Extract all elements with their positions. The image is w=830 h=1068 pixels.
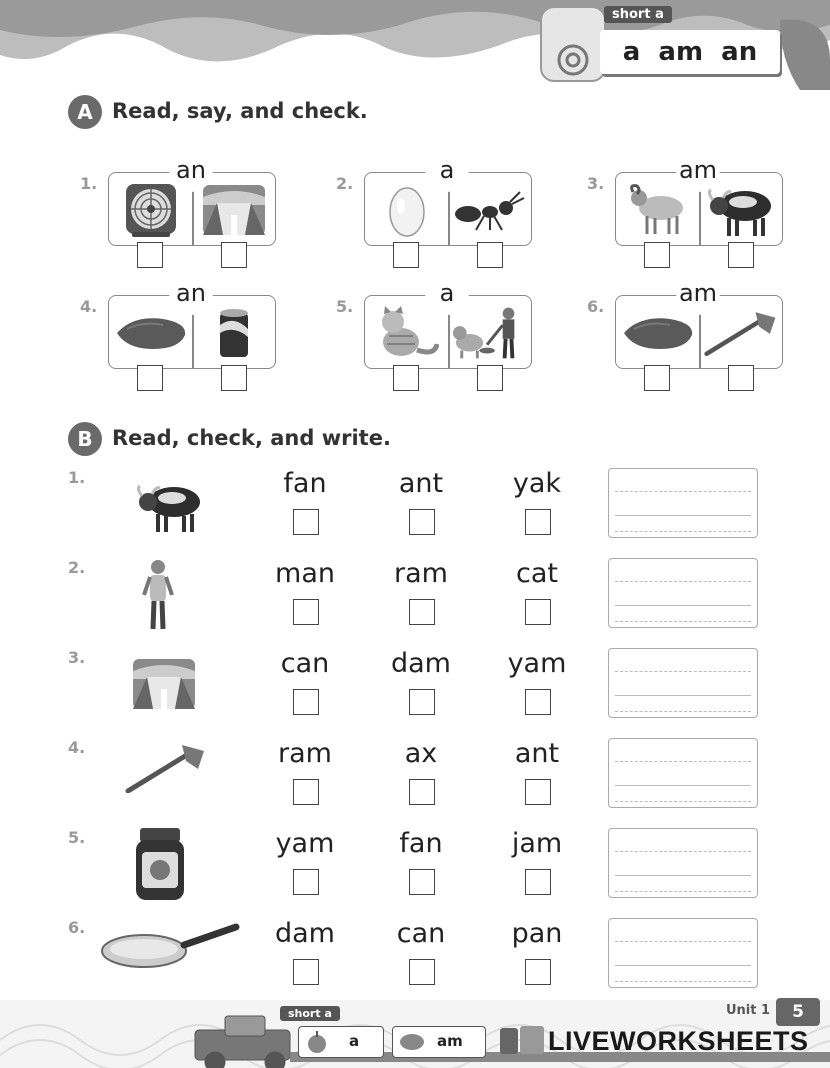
word-checkbox[interactable] [525, 509, 551, 535]
write-answer-box[interactable] [608, 468, 758, 538]
pan-icon [98, 918, 242, 974]
guide-line-dashed [615, 851, 751, 852]
item-number: 3. [587, 174, 605, 193]
item-number: 4. [68, 738, 86, 757]
dam-icon [108, 648, 220, 720]
guide-line-base [615, 605, 751, 606]
word-choice: pan [511, 918, 563, 949]
word-choice: ax [404, 738, 438, 769]
checkbox-left[interactable] [644, 242, 670, 268]
guide-line-base [615, 515, 751, 516]
word-choice: ram [278, 738, 332, 769]
footer-tag: short a [280, 1006, 340, 1021]
yak-icon [703, 179, 779, 241]
checkbox-right[interactable] [221, 365, 247, 391]
write-answer-box[interactable] [608, 828, 758, 898]
word-checkbox[interactable] [409, 689, 435, 715]
jam-icon [128, 828, 192, 904]
word-checkbox[interactable] [409, 869, 435, 895]
section-a-badge: A [68, 95, 102, 129]
word-checkbox[interactable] [409, 779, 435, 805]
fan-icon [113, 179, 189, 241]
item-number: 5. [68, 828, 86, 847]
word-choice: dam [391, 648, 451, 679]
word-checkbox[interactable] [293, 689, 319, 715]
word-choice: fan [283, 468, 327, 499]
item-number: 5. [336, 297, 354, 316]
guide-line-dashed [615, 621, 751, 622]
checkbox-right[interactable] [477, 242, 503, 268]
item-number: 4. [80, 297, 98, 316]
yam-icon [620, 302, 696, 364]
apple-icon [305, 1030, 329, 1058]
word-checkbox[interactable] [293, 869, 319, 895]
ant-icon [452, 179, 528, 241]
write-answer-box[interactable] [608, 648, 758, 718]
section-a-instruction: Read, say, and check. [112, 99, 368, 123]
guide-line-dashed [615, 671, 751, 672]
word-choice: dam [275, 918, 335, 949]
item-number: 2. [68, 558, 86, 577]
footer-box-a [298, 1026, 384, 1058]
guide-line-dashed [615, 891, 751, 892]
cat-icon [369, 302, 445, 364]
word-checkbox[interactable] [293, 959, 319, 985]
item-number: 1. [68, 468, 86, 487]
unit-label: Unit 1 [726, 1003, 771, 1018]
egg-icon [369, 179, 445, 241]
word-checkbox[interactable] [525, 959, 551, 985]
word-choice: fan [399, 828, 443, 859]
word-checkbox[interactable] [525, 869, 551, 895]
yak-icon [110, 468, 230, 544]
checkbox-left[interactable] [137, 365, 163, 391]
footer-box-a-label: a [349, 1032, 360, 1050]
checkbox-right[interactable] [477, 365, 503, 391]
item-number: 3. [68, 648, 86, 667]
write-answer-box[interactable] [608, 738, 758, 808]
header-title-box [600, 30, 780, 74]
ax-icon [703, 302, 779, 364]
word-checkbox[interactable] [525, 779, 551, 805]
guide-line-base [615, 965, 751, 966]
guide-line-dashed [615, 761, 751, 762]
yam-icon [113, 302, 189, 364]
word-checkbox[interactable] [525, 689, 551, 715]
write-answer-box[interactable] [608, 918, 758, 988]
guide-line-dashed [615, 581, 751, 582]
word-choice: man [275, 558, 335, 589]
brand-logo-icon [498, 1024, 548, 1058]
ram-icon [620, 179, 696, 241]
target-word: an [169, 148, 213, 192]
guide-line-base [615, 695, 751, 696]
target-word: am [676, 271, 720, 315]
word-choice: yam [275, 828, 335, 859]
word-choice: can [280, 648, 330, 679]
checkbox-left[interactable] [137, 242, 163, 268]
dam-icon [196, 179, 272, 241]
page-title: a am an [622, 37, 758, 67]
target-word: a [425, 148, 469, 192]
word-choice: ant [398, 468, 444, 499]
yak-icon [397, 1030, 427, 1058]
word-checkbox[interactable] [293, 779, 319, 805]
word-checkbox[interactable] [409, 599, 435, 625]
footer-box-am [392, 1026, 486, 1058]
brand-logo[interactable] [498, 1024, 809, 1058]
word-choice: yak [512, 468, 562, 499]
section-b-badge: B [68, 422, 102, 456]
guide-line-dashed [615, 491, 751, 492]
item-number: 2. [336, 174, 354, 193]
word-choice: cat [516, 558, 558, 589]
checkbox-left[interactable] [393, 242, 419, 268]
footer-box-am-label: am [437, 1032, 463, 1050]
checkbox-right[interactable] [728, 365, 754, 391]
target-word: a [425, 271, 469, 315]
word-checkbox[interactable] [409, 959, 435, 985]
word-checkbox[interactable] [293, 599, 319, 625]
word-choice: yam [507, 648, 567, 679]
guide-line-dashed [615, 941, 751, 942]
word-choice: ant [514, 738, 560, 769]
guide-line-base [615, 875, 751, 876]
word-choice: jam [511, 828, 563, 859]
man-icon [138, 558, 178, 632]
item-number: 6. [587, 297, 605, 316]
page-number: 5 [776, 998, 820, 1026]
man-dog-icon [452, 302, 528, 364]
can-icon [196, 302, 272, 364]
guide-line-dashed [615, 801, 751, 802]
guide-line-dashed [615, 531, 751, 532]
checkbox-right[interactable] [221, 242, 247, 268]
header-tag: short a [604, 6, 672, 23]
word-choice: ram [394, 558, 448, 589]
guide-line-dashed [615, 981, 751, 982]
guide-line-base [615, 785, 751, 786]
item-number: 1. [80, 174, 98, 193]
word-choice: can [396, 918, 446, 949]
target-word: an [169, 271, 213, 315]
scroll-icon [540, 6, 606, 82]
section-b-instruction: Read, check, and write. [112, 426, 391, 450]
write-answer-box[interactable] [608, 558, 758, 628]
ax-icon [108, 738, 224, 798]
checkbox-left[interactable] [393, 365, 419, 391]
word-checkbox[interactable] [409, 509, 435, 535]
word-checkbox[interactable] [525, 599, 551, 625]
checkbox-left[interactable] [644, 365, 670, 391]
target-word: am [676, 148, 720, 192]
item-number: 6. [68, 918, 86, 937]
brand-logo-text: LIVEWORKSHEETS [548, 1025, 809, 1056]
word-checkbox[interactable] [293, 509, 319, 535]
checkbox-right[interactable] [728, 242, 754, 268]
guide-line-dashed [615, 711, 751, 712]
